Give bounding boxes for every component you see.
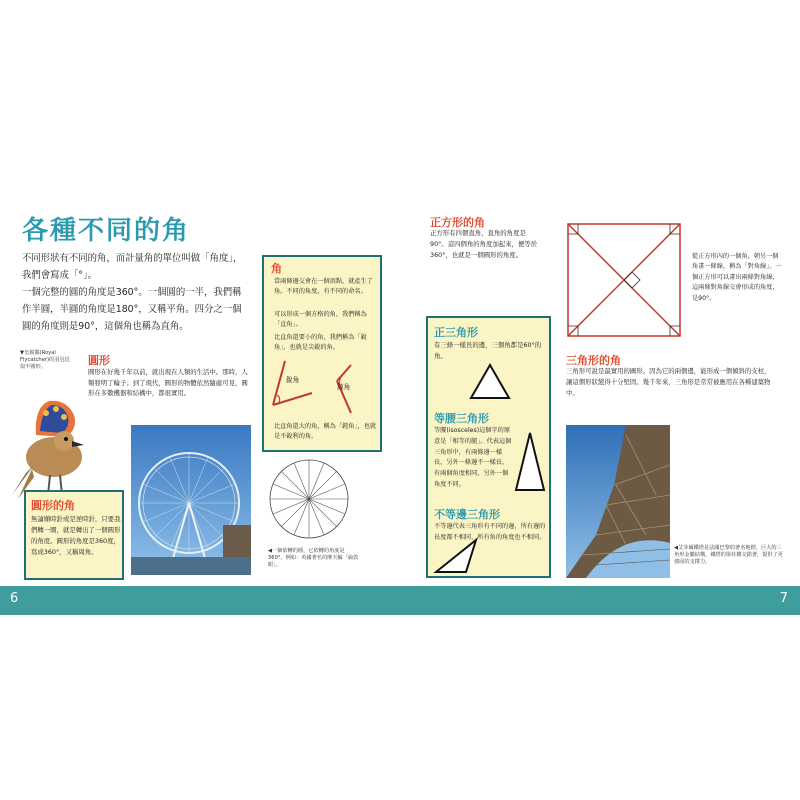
full-circle-diagram bbox=[268, 458, 350, 540]
circle-section-title: 圓形 bbox=[88, 354, 110, 367]
page-number-left: 6 bbox=[10, 591, 19, 606]
square-section-text: 正方形有四個直角，直角的角度是90°。這四個角的角度加起來，便等於360°，也就是一個圓形的角度。 bbox=[430, 229, 538, 259]
angle-box-text-4: 比直角還大的角，稱為「鈍角」，也就是不銳利的角。 bbox=[274, 423, 377, 441]
eiffel-tower-photo bbox=[566, 425, 670, 578]
triangle-section-text: 三角形可說是最實用的圖形。因為它的兩個邊，能形成一個傾斜的支柱，讓這個形狀變得十分堅固。幾千年來，三角形是常常被應用在各種建築物中。 bbox=[566, 367, 771, 397]
triangle-types-box bbox=[426, 316, 551, 578]
angle-box bbox=[262, 255, 382, 452]
circle-angle-box bbox=[24, 490, 124, 580]
wheel-caption: ◀一個依轉的圓，它依轉的角度是360°。例如：英國著名的摩天輪「倫敦眼」。 bbox=[268, 548, 359, 568]
square-diagonals-diagram bbox=[560, 218, 688, 342]
angle-box-title: 角 bbox=[271, 262, 282, 275]
triangle-section-title: 三角形的角 bbox=[566, 354, 621, 367]
intro-paragraph-2: 一個完整的圓的角度是360°。一個圓的一半，我們稱作半圓，半圓的角度是180°，又稱平角。四分之一個圓的角度則是90°，這個角也稱為直角。 bbox=[22, 287, 242, 332]
royal-flycatcher-illustration bbox=[4, 395, 96, 505]
scalene-title: 不等邊三角形 bbox=[434, 508, 500, 521]
square-diagonal-text: 從正方形內的一個角，朝另一個角畫一條線，稱為「對角線」。一個正方形可以畫出兩條對角線，這兩條對角線交會形成的角度，是90°。 bbox=[692, 253, 782, 302]
bird-crest bbox=[36, 401, 75, 437]
circle-section-text: 圓形在好幾千年以前，就出現在人類的生活中。那時，人類發明了輪子；到了現代，圓形的物體依然隨處可見，圓形在多數機器和結構中，都很實用。 bbox=[88, 368, 248, 397]
angle-box-text-1: 當兩條邊交會在一個頂點，就產生了角。不同的角度，有不同的命名。 bbox=[274, 278, 373, 296]
circle-angle-title: 圓形的角 bbox=[31, 499, 75, 512]
angle-box-text-2: 可以形成一個方格的角，我們稱為「直角」。 bbox=[274, 311, 367, 329]
scalene-triangle bbox=[432, 536, 480, 576]
equilateral-text: 有三條一樣長的邊，三個角都是60°的角。 bbox=[434, 341, 542, 360]
equilateral-triangle bbox=[468, 362, 512, 402]
intro-text bbox=[22, 250, 244, 335]
acute-angle-label: 銳角 bbox=[286, 376, 300, 384]
equilateral-title: 正三角形 bbox=[434, 326, 478, 339]
obtuse-angle-label: 鈍角 bbox=[337, 383, 351, 391]
bird-caption: ▼皇霸鶲(Royal Flycatcher)的羽冠近似半圓形。 bbox=[20, 350, 70, 370]
scalene-text: 不等邊代表三角形有不同的邊，所有邊的長度都不相同，所有角的角度也不相同。 bbox=[434, 523, 546, 541]
page-footer-bar bbox=[0, 586, 800, 615]
isosceles-text: 等腰(isosceles)這個字的原意是「相等的腿」。代表這個三角形中，有兩條邊一樣長，另外一條邊不一樣長，有兩個角度相同，另外一個角度不同。 bbox=[434, 427, 512, 488]
angle-box-text-3: 比直角還要小的角，我們稱為「銳角」，也就是尖銳的角。 bbox=[274, 334, 367, 352]
tower-caption: ◀艾菲爾鐵塔是法國巴黎的著名地標，巨大的三角形金屬結構，鐵塔的梁柱構交錯著，提供了更強固的支撐力。 bbox=[674, 545, 783, 565]
page-number-right: 7 bbox=[779, 591, 788, 606]
intro-paragraph-1: 不同形狀有不同的角，而計量角的單位叫做「角度」，我們會寫成「°」。 bbox=[22, 253, 243, 281]
page-title: 各種不同的角 bbox=[22, 216, 191, 246]
circle-angle-text: 無論順時針或是逆時針，只要我們轉一圈，就是轉出了一個圓形的角度。圓形的角度是360度，寫成360°，又稱周角。 bbox=[31, 515, 121, 556]
angle-diagrams bbox=[267, 357, 377, 417]
square-section-title: 正方形的角 bbox=[430, 216, 485, 229]
isosceles-triangle bbox=[512, 430, 548, 494]
london-eye-photo bbox=[131, 425, 251, 575]
isosceles-title: 等腰三角形 bbox=[434, 412, 489, 425]
